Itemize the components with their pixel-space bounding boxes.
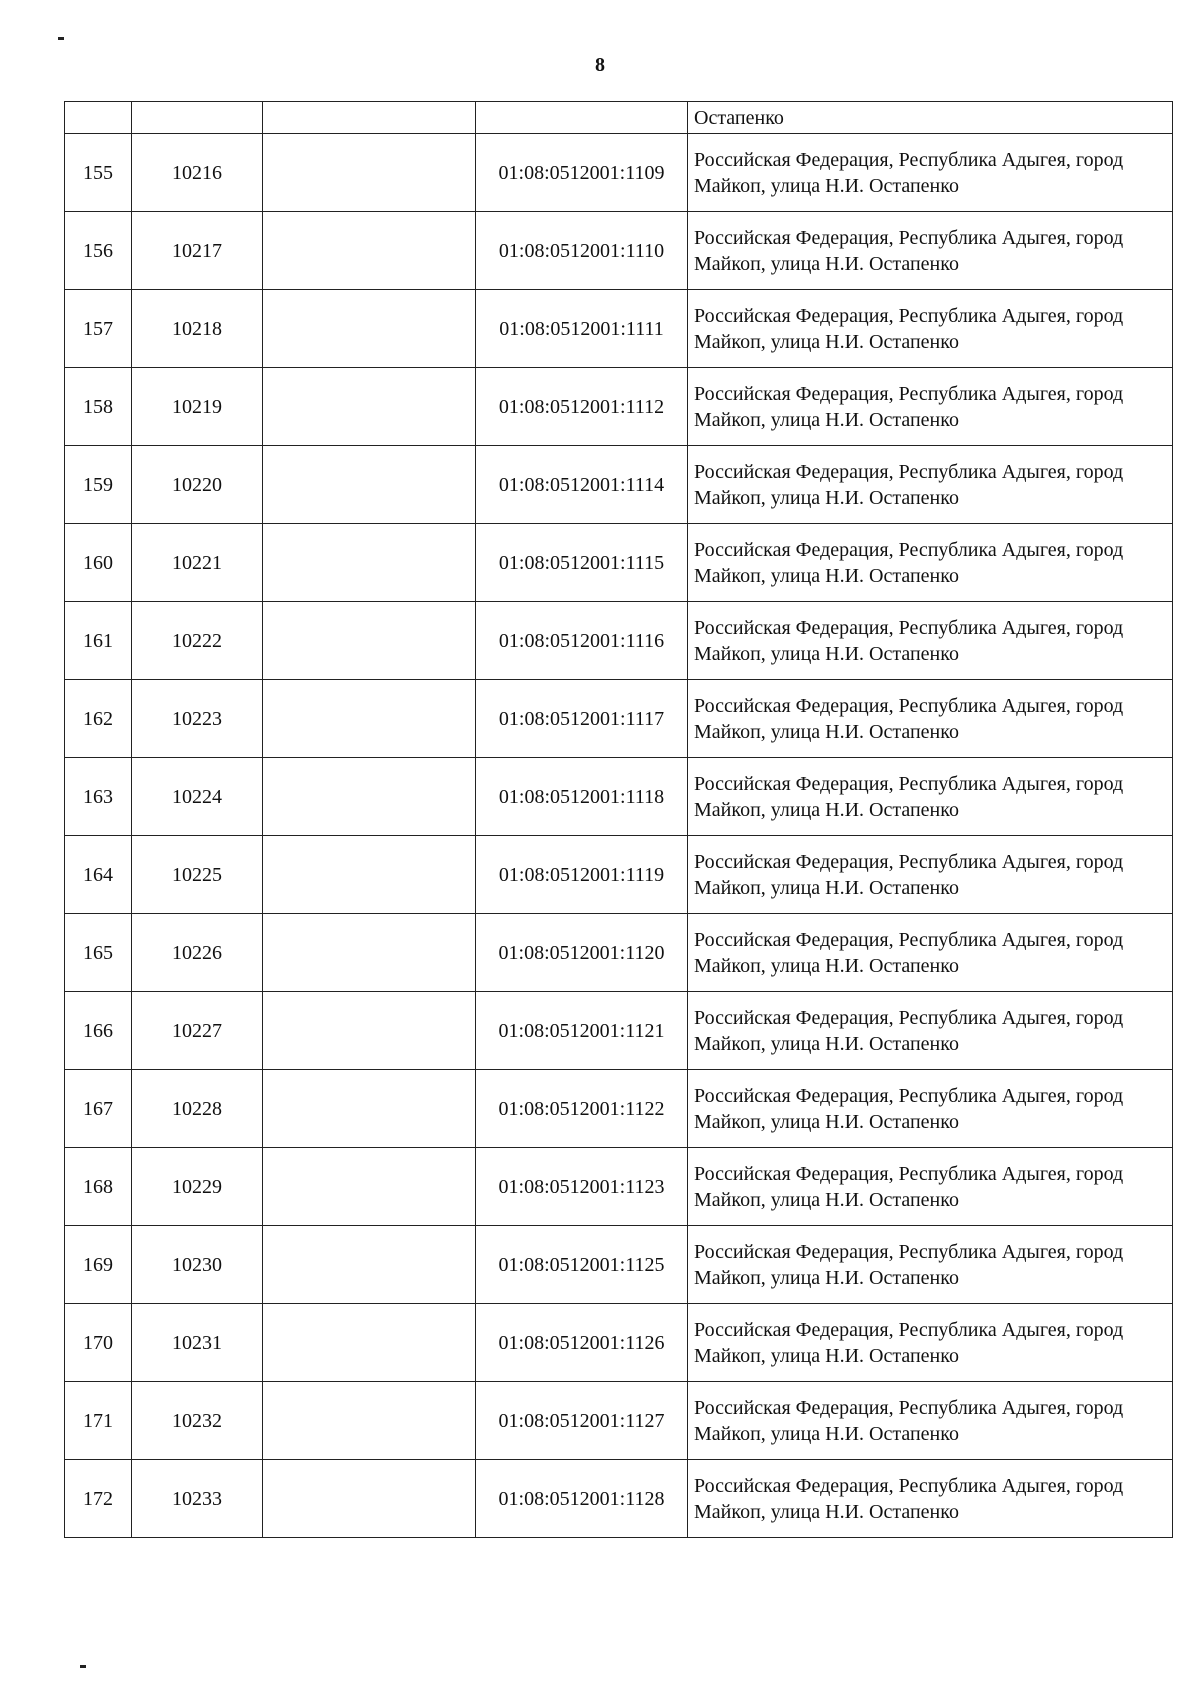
cadastral-number-cell: 01:08:0512001:1122	[476, 1070, 688, 1148]
registry-table	[64, 101, 1173, 1538]
description-cell	[263, 602, 476, 680]
row-number-cell: 158	[65, 368, 132, 446]
address-cell: Российская Федерация, Республика Адыгея, город Майкоп, улица Н.И. Остапенко	[688, 290, 1173, 368]
row-number-cell: 156	[65, 212, 132, 290]
description-cell	[263, 992, 476, 1070]
description-cell	[263, 1226, 476, 1304]
object-id-cell: 10231	[132, 1304, 263, 1382]
object-id-cell: 10220	[132, 446, 263, 524]
address-cell: Российская Федерация, Республика Адыгея, город Майкоп, улица Н.И. Остапенко	[688, 134, 1173, 212]
scan-speck-bottom	[80, 1665, 86, 1668]
address-cell: Российская Федерация, Республика Адыгея, город Майкоп, улица Н.И. Остапенко	[688, 1304, 1173, 1382]
object-id-cell: 10228	[132, 1070, 263, 1148]
row-number-cell: 163	[65, 758, 132, 836]
object-id-cell: 10229	[132, 1148, 263, 1226]
table-row	[65, 1382, 1173, 1460]
address-cell: Российская Федерация, Республика Адыгея, город Майкоп, улица Н.И. Остапенко	[688, 680, 1173, 758]
description-cell	[263, 446, 476, 524]
cadastral-number-cell: 01:08:0512001:1114	[476, 446, 688, 524]
address-cell: Российская Федерация, Республика Адыгея, город Майкоп, улица Н.И. Остапенко	[688, 602, 1173, 680]
address-cell: Российская Федерация, Республика Адыгея, город Майкоп, улица Н.И. Остапенко	[688, 914, 1173, 992]
address-cell: Российская Федерация, Республика Адыгея, город Майкоп, улица Н.И. Остапенко	[688, 524, 1173, 602]
row-number-cell: 168	[65, 1148, 132, 1226]
object-id-cell: 10223	[132, 680, 263, 758]
address-cell: Российская Федерация, Республика Адыгея, город Майкоп, улица Н.И. Остапенко	[688, 992, 1173, 1070]
description-cell	[263, 134, 476, 212]
cadastral-number-cell: 01:08:0512001:1123	[476, 1148, 688, 1226]
row-number-cell: 170	[65, 1304, 132, 1382]
description-cell	[263, 914, 476, 992]
table-row	[65, 290, 1173, 368]
object-id-cell: 10226	[132, 914, 263, 992]
address-cell: Российская Федерация, Республика Адыгея, город Майкоп, улица Н.И. Остапенко	[688, 1460, 1173, 1538]
continuation-row	[65, 102, 1173, 134]
row-number-cell: 164	[65, 836, 132, 914]
description-cell	[263, 758, 476, 836]
object-id-cell: 10233	[132, 1460, 263, 1538]
object-id-cell: 10232	[132, 1382, 263, 1460]
cadastral-number-cell: 01:08:0512001:1109	[476, 134, 688, 212]
object-id-cell: 10221	[132, 524, 263, 602]
cadastral-number-cell: 01:08:0512001:1110	[476, 212, 688, 290]
cadastral-number-cell: 01:08:0512001:1121	[476, 992, 688, 1070]
description-cell	[263, 836, 476, 914]
address-cell: Российская Федерация, Республика Адыгея, город Майкоп, улица Н.И. Остапенко	[688, 1070, 1173, 1148]
description-cell	[263, 1460, 476, 1538]
row-number-cell: 162	[65, 680, 132, 758]
table-row	[65, 446, 1173, 524]
table-row	[65, 1070, 1173, 1148]
cadastral-number-cell: 01:08:0512001:1128	[476, 1460, 688, 1538]
object-id-cell: 10216	[132, 134, 263, 212]
table-row	[65, 992, 1173, 1070]
cadastral-number-cell: 01:08:0512001:1120	[476, 914, 688, 992]
description-cell	[263, 1070, 476, 1148]
address-cell: Российская Федерация, Республика Адыгея, город Майкоп, улица Н.И. Остапенко	[688, 1226, 1173, 1304]
row-number-cell: 155	[65, 134, 132, 212]
scan-speck-top	[58, 37, 64, 40]
object-id-cell: 10218	[132, 290, 263, 368]
row-number-cell: 169	[65, 1226, 132, 1304]
cadastral-number-cell: 01:08:0512001:1118	[476, 758, 688, 836]
description-cell	[263, 1304, 476, 1382]
row-number-cell: 171	[65, 1382, 132, 1460]
table-row	[65, 680, 1173, 758]
continuation-id-cell	[132, 102, 263, 134]
row-number-cell: 165	[65, 914, 132, 992]
cadastral-number-cell: 01:08:0512001:1119	[476, 836, 688, 914]
description-cell	[263, 524, 476, 602]
row-number-cell: 167	[65, 1070, 132, 1148]
address-cell: Российская Федерация, Республика Адыгея, город Майкоп, улица Н.И. Остапенко	[688, 1382, 1173, 1460]
address-cell: Российская Федерация, Республика Адыгея, город Майкоп, улица Н.И. Остапенко	[688, 446, 1173, 524]
table-row	[65, 134, 1173, 212]
object-id-cell: 10227	[132, 992, 263, 1070]
page-number: 8	[595, 54, 605, 76]
continuation-cadastral-cell	[476, 102, 688, 134]
table-body	[65, 102, 1173, 1538]
table-row	[65, 602, 1173, 680]
continuation-desc-cell	[263, 102, 476, 134]
description-cell	[263, 680, 476, 758]
table-row	[65, 1460, 1173, 1538]
address-cell: Российская Федерация, Республика Адыгея, город Майкоп, улица Н.И. Остапенко	[688, 836, 1173, 914]
description-cell	[263, 1148, 476, 1226]
cadastral-number-cell: 01:08:0512001:1126	[476, 1304, 688, 1382]
table-row	[65, 1226, 1173, 1304]
row-number-cell: 159	[65, 446, 132, 524]
row-number-cell: 157	[65, 290, 132, 368]
table-row	[65, 836, 1173, 914]
table-row	[65, 212, 1173, 290]
row-number-cell: 161	[65, 602, 132, 680]
object-id-cell: 10217	[132, 212, 263, 290]
table-row	[65, 1304, 1173, 1382]
cadastral-number-cell: 01:08:0512001:1117	[476, 680, 688, 758]
description-cell	[263, 212, 476, 290]
address-cell: Российская Федерация, Республика Адыгея, город Майкоп, улица Н.И. Остапенко	[688, 368, 1173, 446]
continuation-num-cell	[65, 102, 132, 134]
object-id-cell: 10225	[132, 836, 263, 914]
cadastral-number-cell: 01:08:0512001:1127	[476, 1382, 688, 1460]
description-cell	[263, 1382, 476, 1460]
cadastral-number-cell: 01:08:0512001:1125	[476, 1226, 688, 1304]
description-cell	[263, 368, 476, 446]
table-row	[65, 914, 1173, 992]
object-id-cell: 10224	[132, 758, 263, 836]
description-cell	[263, 290, 476, 368]
table-row	[65, 524, 1173, 602]
table-row	[65, 758, 1173, 836]
row-number-cell: 166	[65, 992, 132, 1070]
cadastral-number-cell: 01:08:0512001:1111	[476, 290, 688, 368]
address-cell: Российская Федерация, Республика Адыгея, город Майкоп, улица Н.И. Остапенко	[688, 758, 1173, 836]
address-cell: Российская Федерация, Республика Адыгея, город Майкоп, улица Н.И. Остапенко	[688, 212, 1173, 290]
object-id-cell: 10230	[132, 1226, 263, 1304]
address-cell: Российская Федерация, Республика Адыгея, город Майкоп, улица Н.И. Остапенко	[688, 1148, 1173, 1226]
cadastral-number-cell: 01:08:0512001:1112	[476, 368, 688, 446]
cadastral-number-cell: 01:08:0512001:1116	[476, 602, 688, 680]
cadastral-number-cell: 01:08:0512001:1115	[476, 524, 688, 602]
object-id-cell: 10219	[132, 368, 263, 446]
row-number-cell: 172	[65, 1460, 132, 1538]
row-number-cell: 160	[65, 524, 132, 602]
continuation-address-cell: Остапенко	[688, 102, 1173, 134]
table-row	[65, 1148, 1173, 1226]
object-id-cell: 10222	[132, 602, 263, 680]
table-row	[65, 368, 1173, 446]
